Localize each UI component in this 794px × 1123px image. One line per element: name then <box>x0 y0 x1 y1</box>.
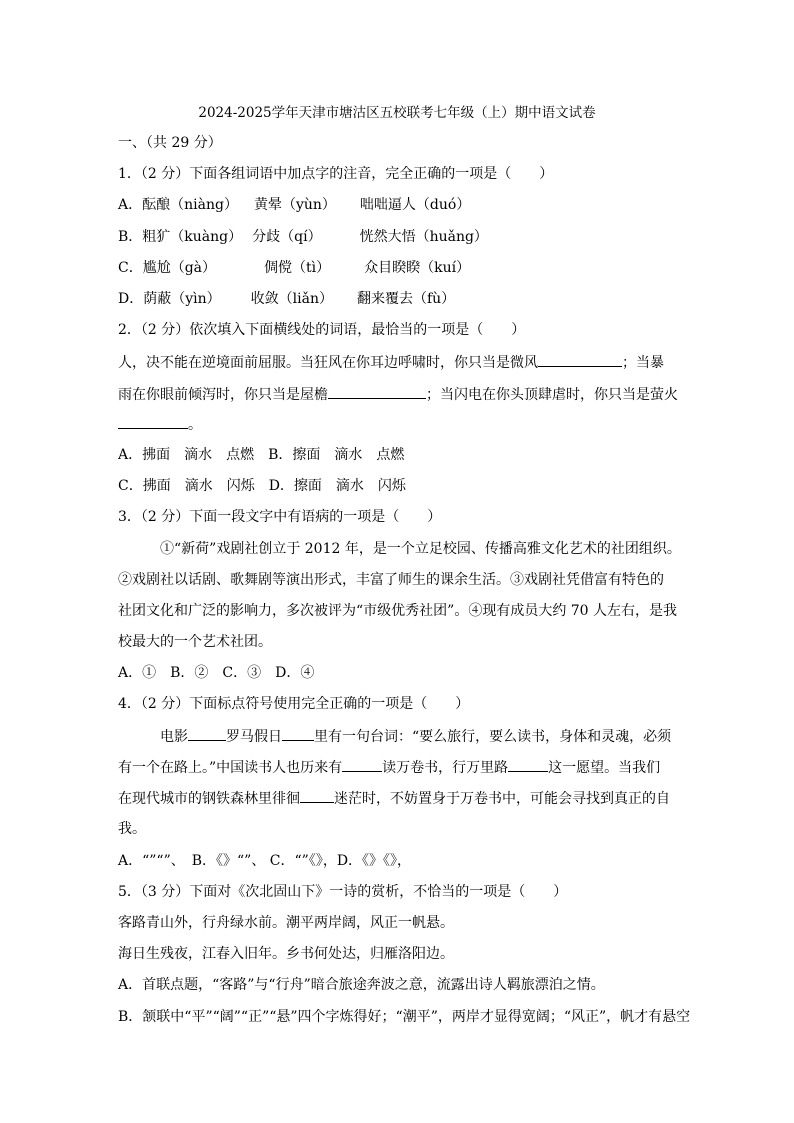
q2-passage-line-3 <box>118 414 202 435</box>
passage-text: 电影 <box>160 729 188 745</box>
option-label: C． <box>118 260 143 276</box>
option-word: 荫蔽（yìn） <box>143 291 221 307</box>
answer-blank <box>328 384 426 399</box>
q4-options: A．“”“”、 B．《》“”、 C．“”《》，D．《》《》， <box>118 853 412 869</box>
q3-passage-line-4: 校最大的一个艺术社团。 <box>118 634 272 650</box>
passage-text: 。 <box>188 417 202 433</box>
q1-stem: 1．（2 分）下面各组词语中加点字的注音，完全正确的一项是（ ） <box>118 166 554 182</box>
passage-text: 罗马假日 <box>226 729 282 745</box>
passage-text: 读万卷书，行万里路 <box>382 760 509 776</box>
q5-option-a: A．首联点题，“客路”与“行舟”暗合旅途奔波之意，流露出诗人羁旅漂泊之情。 <box>118 977 605 993</box>
option-label: D． <box>118 291 144 307</box>
q5-poem-line-1: 客路青山外，行舟绿水前。潮平两岸阔，风正一帆悬。 <box>118 915 454 931</box>
q2-options-ab: A．拂面 滴水 点燃 B．擦面 滴水 点燃 <box>118 447 405 463</box>
q1-option-a <box>118 195 470 215</box>
q3-passage-line-1: ①“新荷”戏剧社创立于 2012 年，是一个立足校园、传播高雅文化艺术的社团组织。 <box>160 541 681 557</box>
passage-text: 里有一句台词：“要么旅行，要么读书，身体和灵魂，必须 <box>314 729 672 745</box>
q2-passage-line-1 <box>118 352 664 373</box>
answer-blank <box>300 788 334 803</box>
q5-option-b: B．颔联中“平”“阔”“正”“悬”四个字炼得好；“潮平”，两岸才显得宽阔；“风正”，帆才有悬空 <box>118 1009 691 1025</box>
answer-blank <box>282 726 314 741</box>
option-word: 收敛（liǎn） <box>250 291 333 307</box>
q4-stem: 4．（2 分）下面标点符号使用完全正确的一项是（ ） <box>118 696 470 712</box>
option-word: 酝酿（niàng） <box>142 197 238 213</box>
option-word: 尴尬（gà） <box>142 260 217 276</box>
q4-passage-line-3 <box>118 788 670 809</box>
answer-blank <box>342 757 382 772</box>
option-word: 翻来覆去（fù） <box>356 291 456 307</box>
exam-title: 2024-2025学年天津市塘沽区五校联考七年级（上）期中语文试卷 <box>198 105 596 121</box>
option-word: 粗犷（kuàng） <box>142 229 243 245</box>
section-heading: 一、（共 29 分） <box>118 135 222 151</box>
option-label: B． <box>118 229 143 245</box>
q5-poem-line-2: 海日生残夜，江春入旧年。乡书何处达，归雁洛阳边。 <box>118 946 454 962</box>
q1-option-d <box>118 289 455 309</box>
option-word: 分歧（qí） <box>252 229 322 245</box>
q4-passage-line-2 <box>118 757 660 778</box>
q4-passage-line-4: 我。 <box>118 821 146 837</box>
q3-passage-line-3: 社团文化和广泛的影响力，多次被评为“市级优秀社团”。④现有成员大约 70 人左右，是我 <box>118 603 678 619</box>
q2-options-cd: C．拂面 滴水 闪烁 D．擦面 滴水 闪烁 <box>118 478 406 494</box>
option-word: 恍然大悟（huǎng） <box>359 229 488 245</box>
q3-passage-line-2: ②戏剧社以话剧、歌舞剧等演出形式，丰富了师生的课余生活。③戏剧社凭借富有特色的 <box>118 572 664 588</box>
passage-text: ；当闪电在你头顶肆虐时，你只当是萤火 <box>426 387 678 403</box>
q1-option-b <box>118 227 488 247</box>
option-word: 黄晕（yùn） <box>253 197 336 213</box>
passage-text: 在现代城市的钢铁森林里徘徊 <box>118 791 300 807</box>
passage-text: 有一个在路上。”中国读书人也历来有 <box>118 760 343 776</box>
q3-options: A．① B．② C．③ D．④ <box>118 665 315 681</box>
q2-passage-line-2 <box>118 384 678 405</box>
answer-blank <box>118 414 188 429</box>
passage-text: 这一愿望。当我们 <box>548 760 661 776</box>
answer-blank <box>508 757 548 772</box>
answer-blank <box>538 352 622 367</box>
q1-option-c <box>118 258 470 278</box>
passage-text: ；当暴 <box>622 355 664 371</box>
q5-stem: 5．（3 分）下面对《次北固山下》一诗的赏析，不恰当的一项是（ ） <box>118 884 568 900</box>
q3-stem: 3．（2 分）下面一段文字中有语病的一项是（ ） <box>118 509 442 525</box>
option-label: A． <box>118 197 143 213</box>
passage-text: 雨在你眼前倾泻时，你只当是屋檐 <box>118 387 328 403</box>
passage-text: 人，决不能在逆境面前屈服。当狂风在你耳边呼啸时，你只当是微风 <box>118 355 538 371</box>
option-word: 倜傥（tì） <box>264 260 331 276</box>
passage-text: 迷茫时，不妨置身于万卷书中，可能会寻找到真正的自 <box>334 791 670 807</box>
answer-blank <box>188 726 226 741</box>
q2-stem: 2．（2 分）依次填入下面横线处的词语，最恰当的一项是（ ） <box>118 322 526 338</box>
option-word: 咄咄逼人（duó） <box>359 197 471 213</box>
option-word: 众目睽睽（kuí） <box>364 260 471 276</box>
q4-passage-line-1 <box>160 726 671 747</box>
